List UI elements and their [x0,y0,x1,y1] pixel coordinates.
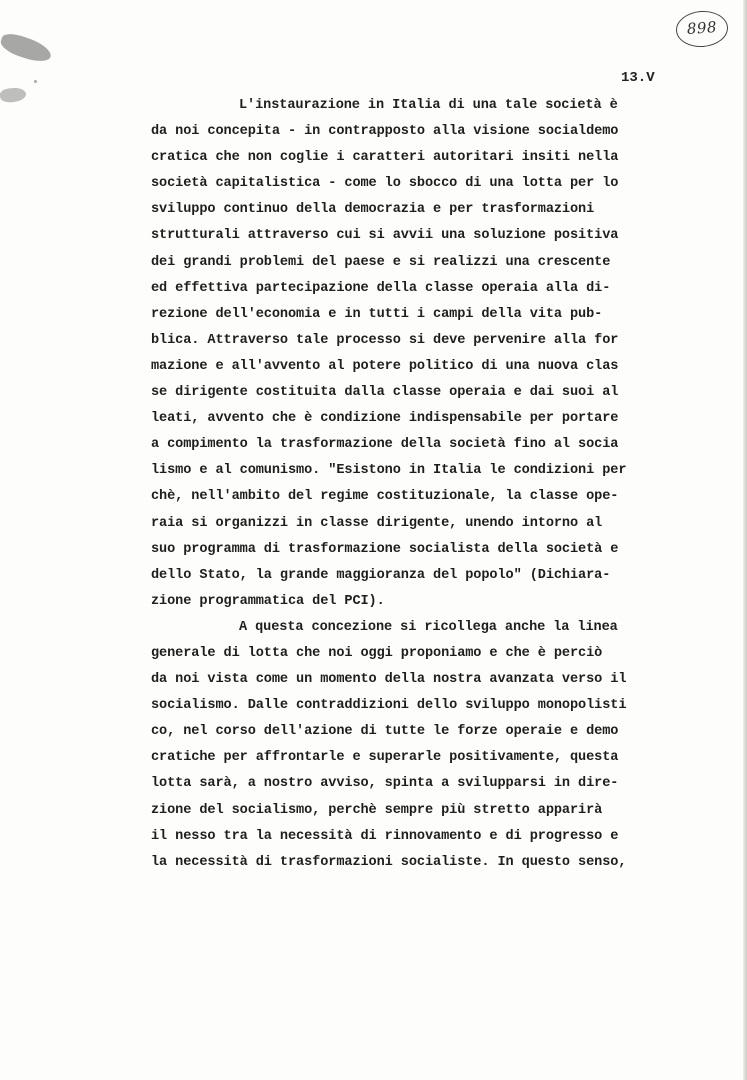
text-line: a compimento la trasformazione della società fino al socia [151,437,619,453]
text-line: sviluppo continuo della democrazia e per trasformazioni [151,202,595,218]
text-line: cratiche per affrontarle e superarle positivamente, questa [151,750,619,766]
text-line: dei grandi problemi del paese e si realizzi una crescente [151,254,611,270]
text-line: zione del socialismo, perchè sempre più stretto apparirà [151,802,603,818]
text-line: strutturali attraverso cui si avvii una soluzione positiva [151,228,619,244]
text-line: suo programma di trasformazione socialista della società e [151,541,619,557]
scan-smudge [0,86,27,103]
text-line: chè, nell'ambito del regime costituzionale, la classe ope- [151,489,619,505]
text-line: generale di lotta che noi oggi proponiamo e che è perciò [151,645,603,661]
text-line: il nesso tra la necessità di rinnovamento e di progresso e [151,828,619,844]
text-line: cratica che non coglie i caratteri autoritari insiti nella [151,150,619,166]
text-line: raia si organizzi in classe dirigente, unendo intorno al [151,515,603,531]
text-line: dello Stato, la grande maggioranza del popolo" (Dichiara- [151,567,611,583]
text-line: da noi vista come un momento della nostra avanzata verso il [151,672,627,688]
text-line: se dirigente costituita dalla classe operaia e dai suoi al [151,385,619,401]
text-line: rezione dell'economia e in tutti i campi della vita pub- [151,306,603,322]
page-number: 13.V [621,70,655,86]
text-line: da noi concepita - in contrapposto alla visione socialdemo [151,124,619,140]
text-line: lotta sarà, a nostro avviso, spinta a svilupparsi in dire- [151,776,619,792]
page-edge-shadow [743,0,747,1080]
text-line: ed effettiva partecipazione della classe operaia alla di- [151,280,611,296]
archive-number-text: 898 [686,17,718,39]
text-line: co, nel corso dell'azione di tutte le forze operaie e demo [151,724,619,740]
text-line: zione programmatica del PCI). [151,593,385,609]
scan-smudge [0,30,54,65]
text-line: la necessità di trasformazioni socialiste. In questo senso, [151,854,627,870]
text-line: socialismo. Dalle contraddizioni dello sviluppo monopolisti [151,698,627,714]
text-line: blica. Attraverso tale processo si deve pervenire alla for [151,332,619,348]
text-line: società capitalistica - come lo sbocco di una lotta per lo [151,176,619,192]
text-line: A questa concezione si ricollega anche la linea [239,619,618,635]
text-line: L'instaurazione in Italia di una tale società è [239,98,618,113]
scan-smudge [34,80,37,83]
archive-number-stamp [675,9,729,49]
text-line: mazione e all'avvento al potere politico di una nuova clas [151,358,619,374]
body-text [151,93,681,876]
text-line: lismo e al comunismo. "Esistono in Italia le condizioni per [151,463,627,479]
text-line: leati, avvento che è condizione indispensabile per portare [151,411,619,427]
